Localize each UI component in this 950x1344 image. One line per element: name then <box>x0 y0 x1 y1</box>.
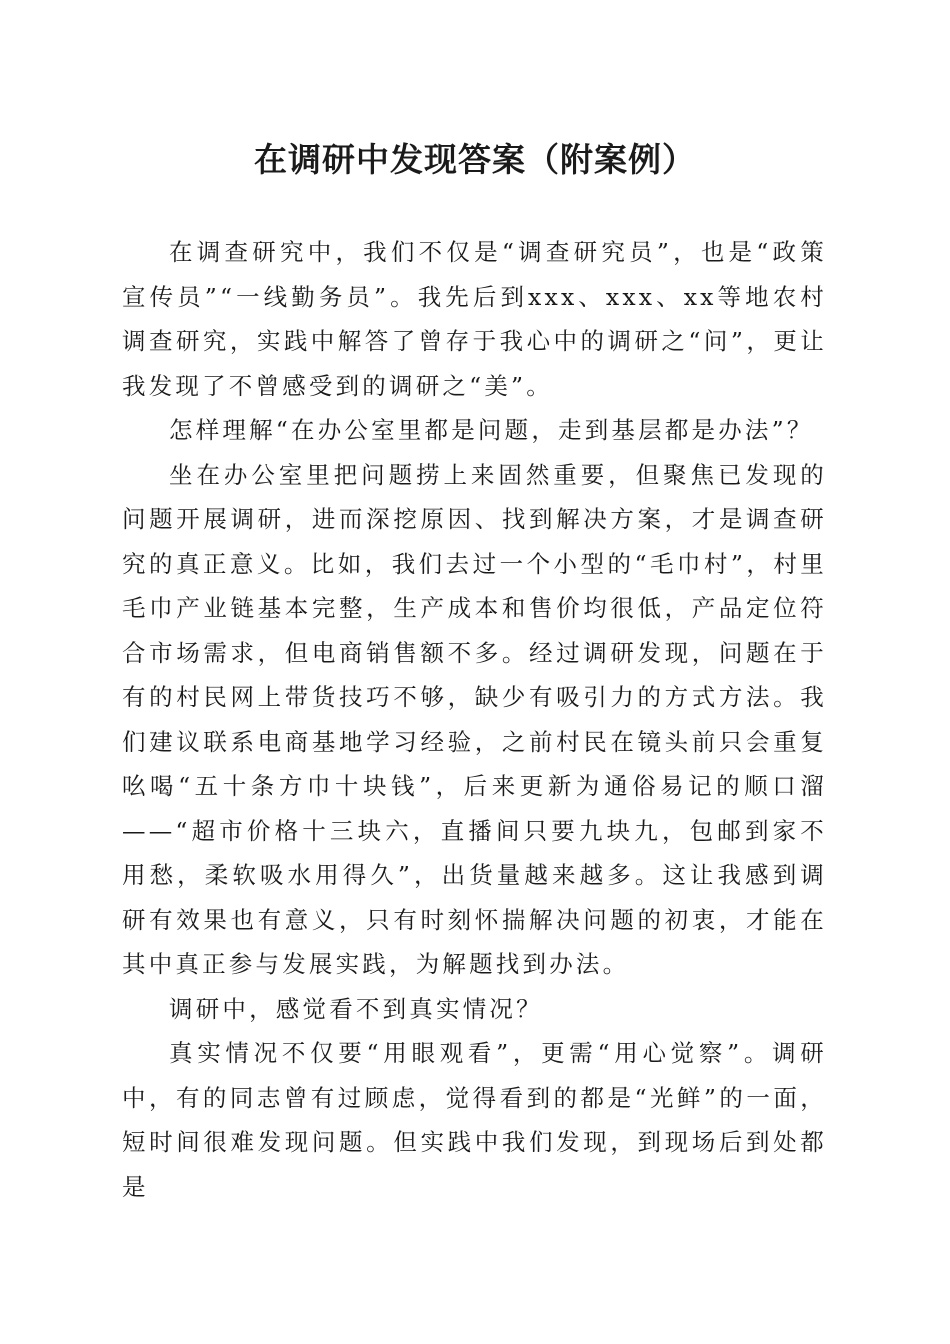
paragraph-question-2: 调研中，感觉看不到真实情况？ <box>169 994 543 1023</box>
paragraph-question-1: 怎样理解“在办公室里都是问题，走到基层都是办法”？ <box>169 416 814 444</box>
document-title: 在调研中发现答案（附案例） <box>254 140 696 179</box>
paragraph-answer-2: 真实情况不仅要“用眼观看”，更需“用心觉察”。调研中，有的同志曾有过顾虑，觉得看到的都是“光鲜”的一面，短时间很难发现问题。但实践中我们发现，到现场后到处都是 <box>122 1039 827 1201</box>
document-body <box>122 230 827 1209</box>
paragraph-answer-1: 坐在办公室里把问题捞上来固然重要，但聚焦已发现的问题开展调研，进而深挖原因、找到解决方案，才是调查研究的真正意义。比如，我们去过一个小型的“毛巾村”，村里毛巾产业链基本完整，生产成本和售价均很低，产品定位符合市场需求，但电商销售额不多。经过调研发现，问题在于有的村民网上带货技巧不够，缺少有吸引力的方式方法。我们建议联系电商基地学习经验，之前村民在镜头前只会重复吆喝“五十条方巾十块钱”，后来更新为通俗易记的顺口溜——“超市价格十三块六，直播间只要九块九，包邮到家不用愁，柔软吸水用得久”，出货量越来越多。这让我感到调研有效果也有意义，只有时刻怀揣解决问题的初衷，才能在其中真正参与发展实践，为解题找到办法。 <box>122 460 827 978</box>
paragraph-intro: 在调查研究中，我们不仅是“调查研究员”，也是“政策宣传员”“一线勤务员”。我先后到xxx、xxx、xx等地农村调查研究，实践中解答了曾存于我心中的调研之“问”，更让我发现了不曾感受到的调研之“美”。 <box>122 238 827 400</box>
